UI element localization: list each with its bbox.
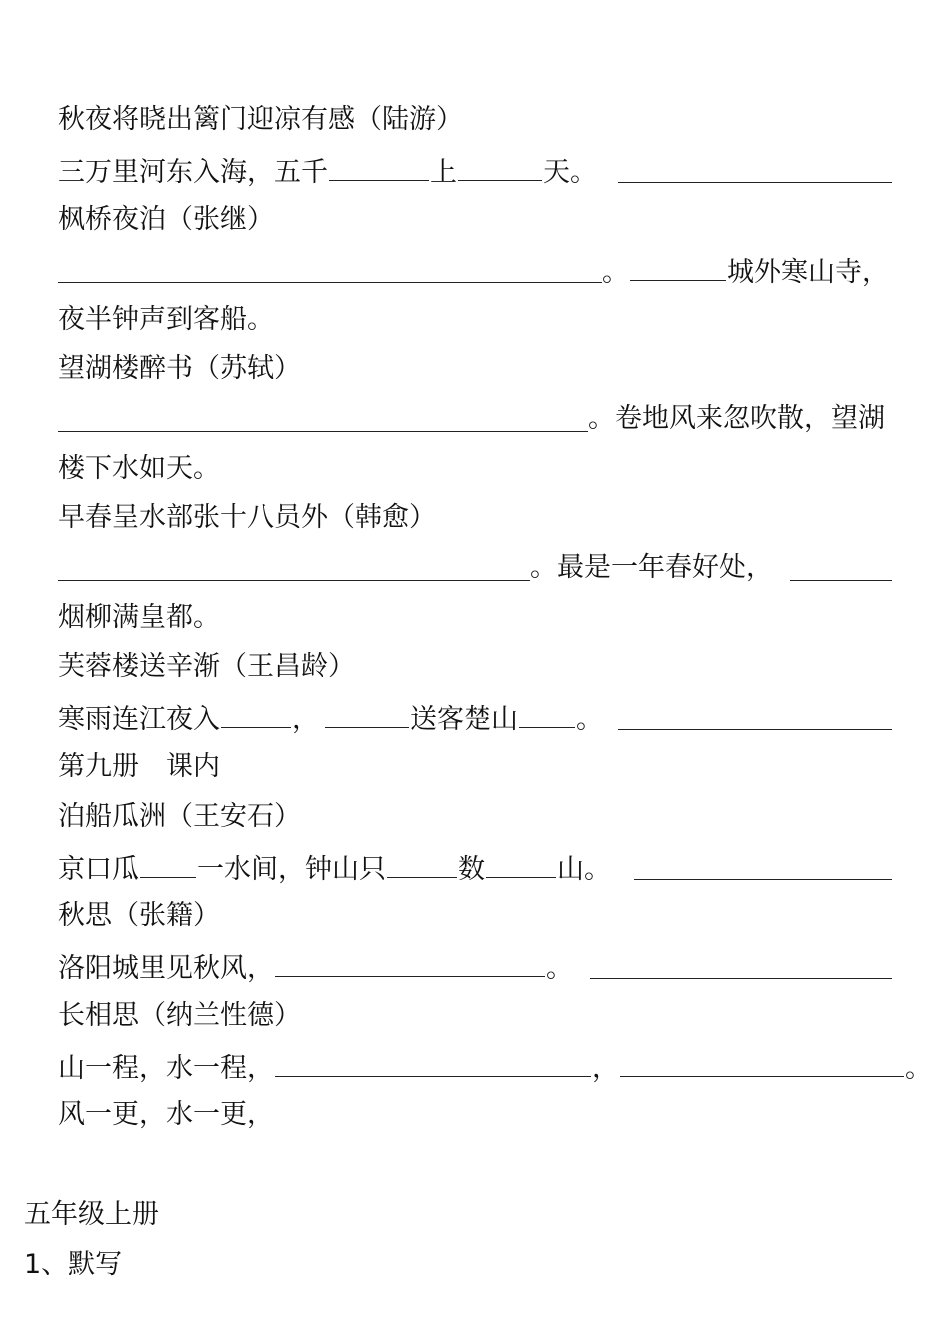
answer-blank[interactable] bbox=[58, 431, 588, 432]
poem-line: 夜半钟声到客船。 bbox=[58, 304, 274, 335]
poem-line: 楼下水如天。 bbox=[58, 453, 220, 484]
answer-blank[interactable] bbox=[634, 879, 892, 880]
task-heading: 1、默写 bbox=[24, 1249, 123, 1280]
verse-text: 城外寒山寺， bbox=[727, 257, 889, 288]
verse-text: 山。 bbox=[557, 854, 611, 885]
blank[interactable] bbox=[519, 697, 575, 728]
blank[interactable] bbox=[620, 1046, 904, 1077]
blank[interactable] bbox=[387, 847, 457, 878]
verse-text: ， bbox=[592, 1053, 619, 1084]
verse-text: 山一程，水一程， bbox=[58, 1053, 274, 1084]
answer-blank[interactable] bbox=[58, 580, 530, 581]
poem-title: 长相思（纳兰性德） bbox=[58, 1000, 301, 1031]
grade-heading: 五年级上册 bbox=[24, 1199, 159, 1230]
blank[interactable] bbox=[275, 1046, 591, 1077]
blank[interactable] bbox=[458, 150, 542, 181]
blank[interactable] bbox=[630, 250, 726, 281]
verse-text: 上 bbox=[430, 157, 457, 188]
answer-blank[interactable] bbox=[58, 282, 602, 283]
verse-text: 寒雨连江夜入 bbox=[58, 704, 220, 735]
poem-title: 望湖楼醉书（苏轼） bbox=[58, 353, 301, 384]
verse-text: 。 bbox=[546, 953, 573, 984]
poem-line bbox=[58, 697, 603, 737]
poem-line bbox=[58, 847, 611, 887]
answer-blank[interactable] bbox=[618, 729, 892, 730]
poem-line: 风一更，水一更， bbox=[58, 1099, 274, 1130]
poem-line bbox=[58, 150, 597, 190]
poem-title: 秋夜将晓出篱门迎凉有感（陆游） bbox=[58, 104, 463, 135]
verse-text: 三万里河东入海，五千 bbox=[58, 157, 328, 188]
verse-text: 京口瓜 bbox=[58, 854, 139, 885]
blank[interactable] bbox=[275, 946, 545, 977]
verse-text: 天。 bbox=[543, 157, 597, 188]
blank[interactable] bbox=[486, 847, 556, 878]
verse-text: 。 bbox=[602, 257, 629, 288]
verse-text: 一水间，钟山只 bbox=[197, 854, 386, 885]
poem-title: 早春呈水部张十八员外（韩愈） bbox=[58, 502, 436, 533]
poem-line bbox=[602, 250, 889, 290]
answer-blank[interactable] bbox=[590, 978, 892, 979]
verse-text: 。 bbox=[576, 704, 603, 735]
verse-text: 送客楚山 bbox=[410, 704, 518, 735]
poem-line bbox=[58, 946, 573, 986]
poem-title: 泊船瓜洲（王安石） bbox=[58, 801, 301, 832]
poem-title: 秋思（张籍） bbox=[58, 900, 220, 931]
answer-blank[interactable] bbox=[790, 580, 892, 581]
poem-title: 枫桥夜泊（张继） bbox=[58, 204, 274, 235]
verse-text: ， bbox=[292, 704, 319, 735]
blank[interactable] bbox=[140, 847, 196, 878]
blank[interactable] bbox=[329, 150, 429, 181]
verse-text: 。 bbox=[905, 1053, 932, 1084]
poem-line: 烟柳满皇都。 bbox=[58, 602, 220, 633]
poem-title: 芙蓉楼送辛渐（王昌龄） bbox=[58, 651, 355, 682]
answer-blank[interactable] bbox=[618, 182, 892, 183]
blank[interactable] bbox=[221, 697, 291, 728]
poem-line: 。最是一年春好处， bbox=[530, 552, 773, 583]
poem-line bbox=[58, 1046, 932, 1086]
section-heading: 第九册 课内 bbox=[58, 751, 220, 782]
blank[interactable] bbox=[325, 697, 409, 728]
verse-text: 数 bbox=[458, 854, 485, 885]
poem-line: 。卷地风来忽吹散，望湖 bbox=[588, 403, 885, 434]
verse-text: 洛阳城里见秋风， bbox=[58, 953, 274, 984]
